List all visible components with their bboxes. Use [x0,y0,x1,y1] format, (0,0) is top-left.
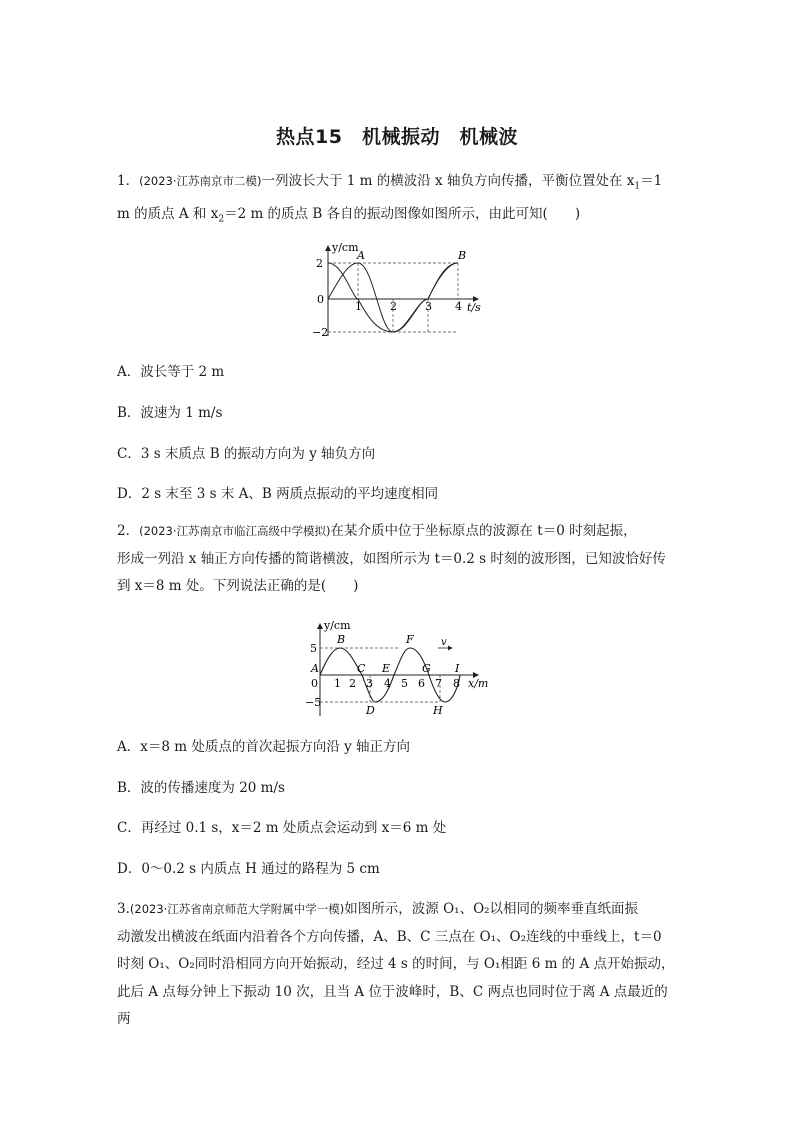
x-tick: 4 [384,677,391,690]
q2-option-a[interactable]: A．x＝8 m 处质点的首次起振方向沿 y 轴正方向 [117,739,411,755]
question-2-figure [300,616,500,720]
q1-option-c[interactable]: C．3 s 末质点 B 的振动方向为 y 轴负方向 [117,446,376,462]
question-2-source: (2023·江苏南京市临江高级中学模拟) [139,524,331,538]
q1-option-b[interactable]: B．波速为 1 m/s [117,405,223,421]
page-title: 热点15 机械振动 机械波 [276,126,518,148]
point-label-d: D [366,704,375,717]
point-label-f: F [406,633,414,646]
point-label-a: A [357,249,365,262]
x-tick: 5 [401,677,408,690]
x-tick: 3 [425,300,432,313]
q1-option-a[interactable]: A．波长等于 2 m [117,364,225,380]
x-tick: 4 [455,300,462,313]
question-1-stem: 1．(2023·江苏南京市二模)一列波长大于 1 m 的横波沿 x 轴负方向传播，平衡位置处在 $x_1=1$ m 的质点 A 和 $x_2=2$ m 的质点 B 各自的振动图像如图所示，由此可知( ) [117,173,663,225]
x-tick: 6 [418,677,425,690]
question-3-stem: 3.(2023·江苏省南京师范大学附属中学一模)如图所示，波源 O₁、O₂以相同的频率垂直纸面振 动激发出横波在纸面内沿着各个方向传播，A、B、C 三点在 O₁、O₂连线的中垂线上，t＝0 时刻 O₁、O₂同时沿相同方向开始振动，经过 4 s 的时间，与 O₁相距 6 m 的 A 点开始振动， 此后 A 点每分钟上下振动 10 次，且当 A 位于波峰时，B、C 两点也同时位于离 A 点最近的两 [117,901,675,1027]
x-axis-label: t/s [467,301,481,314]
y-tick: −5 [305,696,322,709]
y-tick: 2 [316,257,323,270]
point-label-h: H [433,704,443,717]
y-tick: −2 [312,326,329,339]
curve-b [328,263,393,332]
point-label-g: G [422,662,431,675]
question-3-source: (2023·江苏省南京师范大学附属中学一模) [129,902,345,916]
point-label-e: E [382,662,391,675]
x-tick: 1 [334,677,341,690]
curve-a [328,263,428,332]
x-tick: 3 [366,677,373,690]
x-tick: 1 [355,300,362,313]
point-label-b: B [337,633,346,646]
point-label-i: I [455,662,460,675]
x-tick: 8 [453,677,460,690]
point-label-a: A [311,662,319,675]
x-tick: 7 [435,677,442,690]
y-tick: 0 [311,677,318,690]
x-tick: 2 [349,677,356,690]
y-axis-label: y/cm [324,619,351,632]
point-label-c: C [357,662,366,675]
question-2-stem: 2．(2023·江苏南京市临江高级中学模拟)在某介质中位于坐标原点的波源在 t＝0 时刻起振， 形成一列沿 x 轴正方向传播的简谐横波，如图所示为 t＝0.2 s 时刻的波形图，已知波恰好传 到 x＝8 m 处。下列说法正确的是( ) [117,523,666,594]
q2-option-b[interactable]: B．波的传播速度为 20 m/s [117,780,285,796]
q2-option-c[interactable]: C．再经过 0.1 s，x＝2 m 处质点会运动到 x＝6 m 处 [117,820,447,836]
x-axis-label: x/m [468,677,489,690]
velocity-label: v [441,637,447,648]
question-1-source: (2023·江苏南京市二模) [139,174,262,188]
point-label-b: B [458,249,467,262]
q1-option-d[interactable]: D．2 s 末至 3 s 末 A、B 两质点振动的平均速度相同 [117,486,439,502]
question-1-figure [310,238,490,342]
y-tick: 5 [310,642,317,655]
y-axis-label: y/cm [332,241,359,254]
x-tick: 2 [390,300,397,313]
q2-option-d[interactable]: D．0～0.2 s 内质点 H 通过的路程为 5 cm [117,861,380,877]
y-tick: 0 [317,293,324,306]
